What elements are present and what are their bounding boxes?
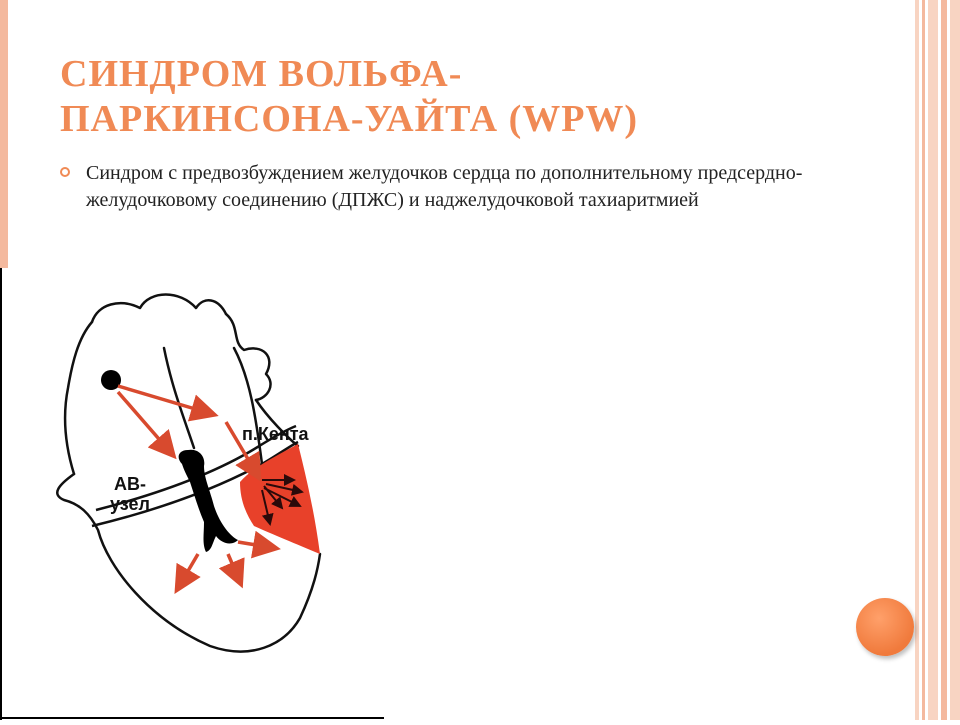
av-node-label-line2: узел [110, 494, 150, 514]
title-line-1: СИНДРОМ ВОЛЬФА- [60, 53, 463, 95]
kent-bundle-region [240, 444, 320, 554]
slide-title [60, 52, 880, 142]
title-line-2: ПАРКИНСОНА-УАЙТА (WPW) [60, 98, 639, 140]
ring-bullet-icon [60, 167, 70, 177]
av-node-shape [179, 450, 238, 552]
bullet-text: Синдром с предвозбуждением желудочков сердца по дополнительному предсердно-желудочковому соединению (ДПЖС) и наджелудочковой тахиаритмией [86, 162, 803, 211]
right-decor-stripes [915, 0, 960, 720]
wpw-heart-diagram [0, 268, 384, 720]
bullet-item [60, 160, 860, 214]
heart-conduction-svg [0, 268, 384, 720]
left-accent-bar [0, 0, 8, 268]
kent-label: п.Кента [242, 424, 309, 444]
av-node-label-line1: АВ- [114, 474, 146, 494]
decorative-orange-orb [856, 598, 914, 656]
